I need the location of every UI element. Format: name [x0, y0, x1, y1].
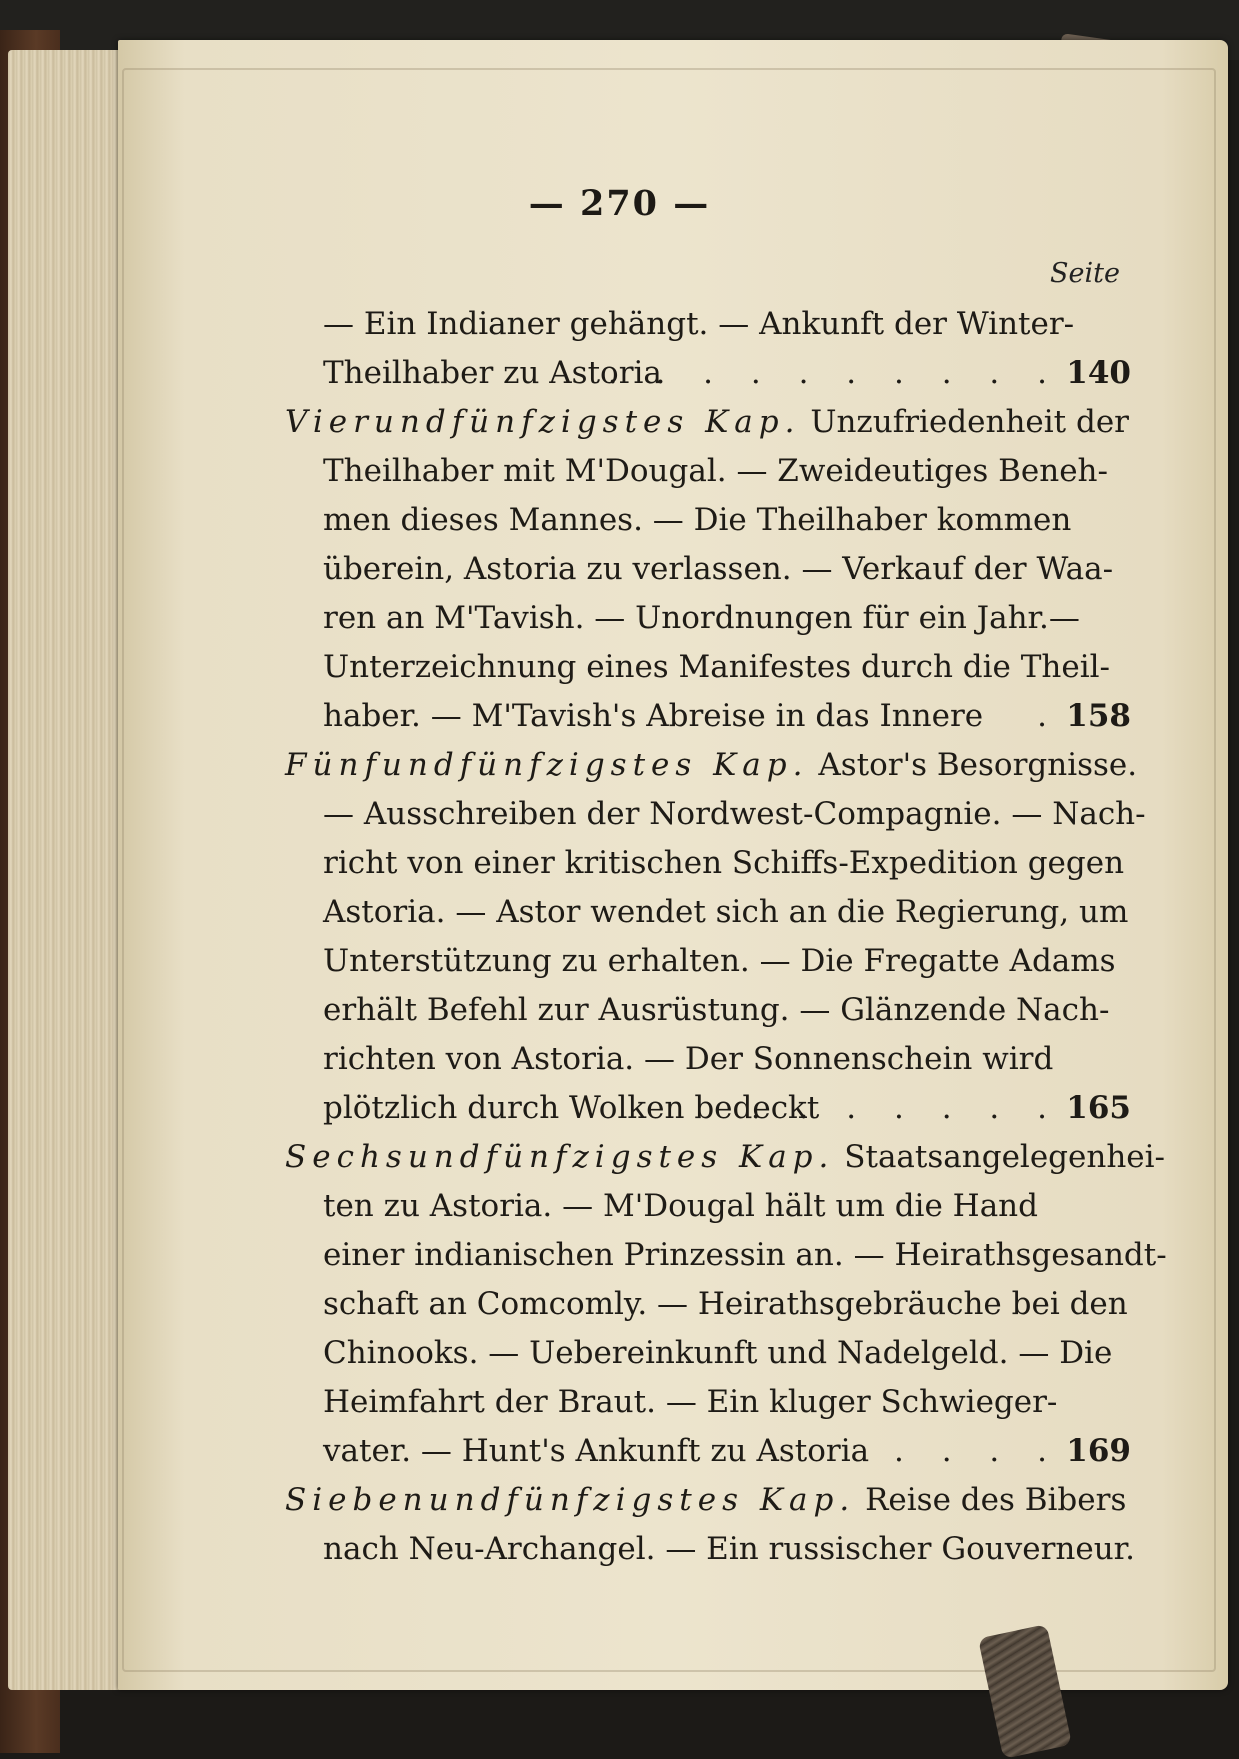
toc-line: [285, 349, 1131, 398]
toc-line: [285, 1280, 1131, 1329]
page-reference: 165: [1066, 1090, 1131, 1126]
toc-line-text: ten zu Astoria. — M'Dougal hält um die Hand: [323, 1188, 1038, 1224]
toc-chapter-line: [285, 1476, 1131, 1525]
toc-line: [285, 496, 1131, 545]
toc-line: [285, 1084, 1131, 1133]
toc-line-text: Reise des Bibers: [865, 1482, 1127, 1518]
toc-line-text: überein, Astoria zu verlassen. — Verkauf der Waa-: [323, 551, 1114, 587]
toc-line: [285, 594, 1131, 643]
chapter-heading: Fünfundfünfzigstes Kap.: [285, 747, 809, 783]
page-reference: 169: [1066, 1433, 1131, 1469]
toc-line-text: richt von einer kritischen Schiffs-Expedition gegen: [323, 845, 1125, 881]
page-number: — 270 —: [528, 183, 711, 224]
toc-line: [285, 1427, 1131, 1476]
toc-line-text: schaft an Comcomly. — Heirathsgebräuche bei den: [323, 1286, 1128, 1322]
toc-line: [285, 888, 1131, 937]
toc-line-text: vater. — Hunt's Ankunft zu Astoria: [323, 1433, 870, 1469]
toc-line: [285, 1035, 1131, 1084]
toc-line: [285, 1231, 1167, 1280]
toc-line-text: plötzlich durch Wolken bedeckt: [323, 1090, 820, 1126]
toc-line-text: Chinooks. — Uebereinkunft und Nadelgeld. — Die: [323, 1335, 1113, 1371]
column-label-seite: Seite: [1050, 258, 1120, 289]
toc-chapter-line: [285, 398, 1131, 447]
toc-line-text: Unzufriedenheit der: [810, 404, 1129, 440]
toc-line: [285, 986, 1131, 1035]
toc-line-text: — Ausschreiben der Nordwest-Compagnie. — Nach-: [323, 796, 1146, 832]
toc-line-text: Astor's Besorgnisse.: [818, 747, 1138, 783]
toc-line-text: Theilhaber mit M'Dougal. — Zweideutiges Beneh-: [323, 453, 1108, 489]
page-reference: 158: [1066, 698, 1131, 734]
page-reference: 140: [1066, 355, 1131, 391]
toc-line-text: einer indianischen Prinzessin an. — Heirathsgesandt-: [323, 1237, 1167, 1273]
toc-line: [285, 790, 1146, 839]
chapter-heading: Siebenundfünfzigstes Kap.: [285, 1482, 856, 1518]
toc-line-text: nach Neu-Archangel. — Ein russischer Gouverneur.: [323, 1531, 1135, 1567]
chapter-heading: Sechsundfünfzigstes Kap.: [285, 1139, 835, 1175]
leader-dots: . . . .: [894, 1433, 1061, 1469]
toc-line: [285, 1182, 1131, 1231]
toc-line-text: Staatsangelegenhei-: [844, 1139, 1166, 1175]
chapter-heading: Vierundfünfzigstes Kap.: [285, 404, 801, 440]
toc-line: [285, 643, 1131, 692]
page-stack: [8, 50, 128, 1690]
toc-line: [285, 447, 1131, 496]
table-of-contents: [285, 300, 1167, 1574]
toc-line-text: haber. — M'Tavish's Abreise in das Innere: [323, 698, 984, 734]
toc-line-text: erhält Befehl zur Ausrüstung. — Glänzende Nach-: [323, 992, 1110, 1028]
toc-line: [285, 545, 1131, 594]
toc-line-text: Theilhaber zu Astoria: [323, 355, 662, 391]
toc-line: [285, 692, 1131, 741]
toc-line: [285, 1329, 1131, 1378]
leader-dots: . . . . . . .: [750, 1090, 1061, 1126]
toc-line-text: men dieses Mannes. — Die Theilhaber kommen: [323, 502, 1072, 538]
toc-chapter-line: [285, 741, 1138, 790]
toc-line: [285, 839, 1131, 888]
toc-line-text: Unterstützung zu erhalten. — Die Fregatte Adams: [323, 943, 1116, 979]
toc-line: [285, 1378, 1131, 1427]
toc-chapter-line: [285, 1133, 1166, 1182]
toc-line: [285, 1525, 1135, 1574]
toc-line-text: Heimfahrt der Braut. — Ein kluger Schwieger-: [323, 1384, 1058, 1420]
toc-line: [285, 300, 1131, 349]
leader-dots: .: [1037, 698, 1061, 734]
toc-line-text: — Ein Indianer gehängt. — Ankunft der Winter-: [323, 306, 1075, 342]
toc-line-text: Astoria. — Astor wendet sich an die Regierung, um: [323, 894, 1129, 930]
toc-line: [285, 937, 1131, 986]
toc-line-text: ren an M'Tavish. — Unordnungen für ein Jahr.—: [323, 600, 1080, 636]
toc-line-text: Unterzeichnung eines Manifestes durch die Theil-: [323, 649, 1111, 685]
leader-dots: . . . . . . . . . .: [607, 355, 1061, 391]
toc-line-text: richten von Astoria. — Der Sonnenschein wird: [323, 1041, 1054, 1077]
